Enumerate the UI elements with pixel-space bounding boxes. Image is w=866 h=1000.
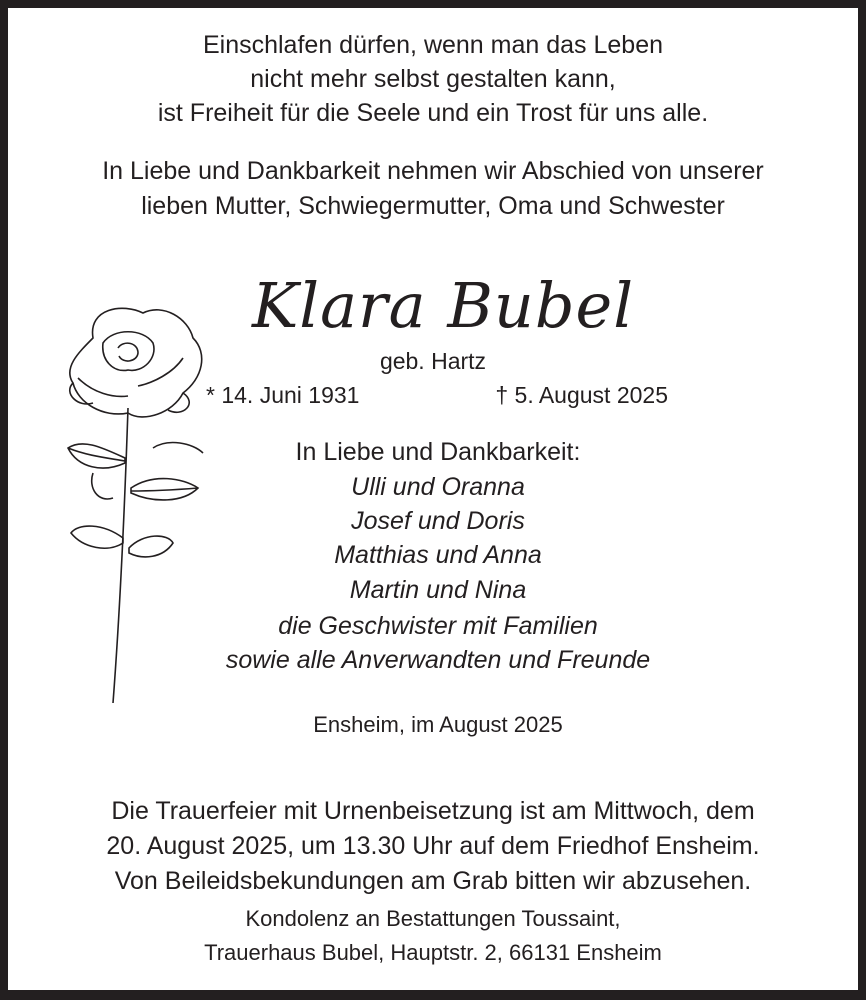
- poem-line: ist Freiheit für die Seele und ein Trost für uns alle.: [157, 99, 709, 127]
- condolence-line: Kondolenz an Bestattungen Toussaint,: [245, 906, 621, 931]
- condolence-line: Trauerhaus Bubel, Hauptstr. 2, 66131 Ensheim: [204, 940, 662, 965]
- death-date: † 5. August 2025: [495, 382, 668, 408]
- mourner: Josef und Doris: [351, 507, 525, 535]
- birth-date: * 14. Juni 1931: [206, 382, 360, 408]
- mourner: Matthias und Anna: [334, 541, 542, 569]
- poem-line: nicht mehr selbst gestalten kann,: [250, 65, 616, 93]
- funeral-line: Von Beileidsbekundungen am Grab bitten wir abzusehen.: [114, 867, 752, 895]
- funeral-line: Die Trauerfeier mit Urnenbeisetzung ist am Mittwoch, dem: [111, 797, 755, 825]
- intro-line: lieben Mutter, Schwiegermutter, Oma und Schwester: [141, 192, 725, 220]
- deceased-name: Klara Bubel: [251, 269, 635, 342]
- mourner: die Geschwister mit Familien: [278, 612, 598, 640]
- maiden-name: geb. Hartz: [379, 348, 487, 374]
- place-date: Ensheim, im August 2025: [313, 712, 563, 737]
- mourner: Ulli und Oranna: [351, 473, 525, 501]
- mourner: Martin und Nina: [349, 576, 527, 604]
- mourner: sowie alle Anverwandten und Freunde: [225, 646, 651, 674]
- poem-line: Einschlafen dürfen, wenn man das Leben: [202, 31, 664, 59]
- mourners-heading: In Liebe und Dankbarkeit:: [295, 438, 581, 466]
- intro-line: In Liebe und Dankbarkeit nehmen wir Abschied von unserer: [102, 157, 764, 185]
- funeral-line: 20. August 2025, um 13.30 Uhr auf dem Friedhof Ensheim.: [106, 832, 760, 860]
